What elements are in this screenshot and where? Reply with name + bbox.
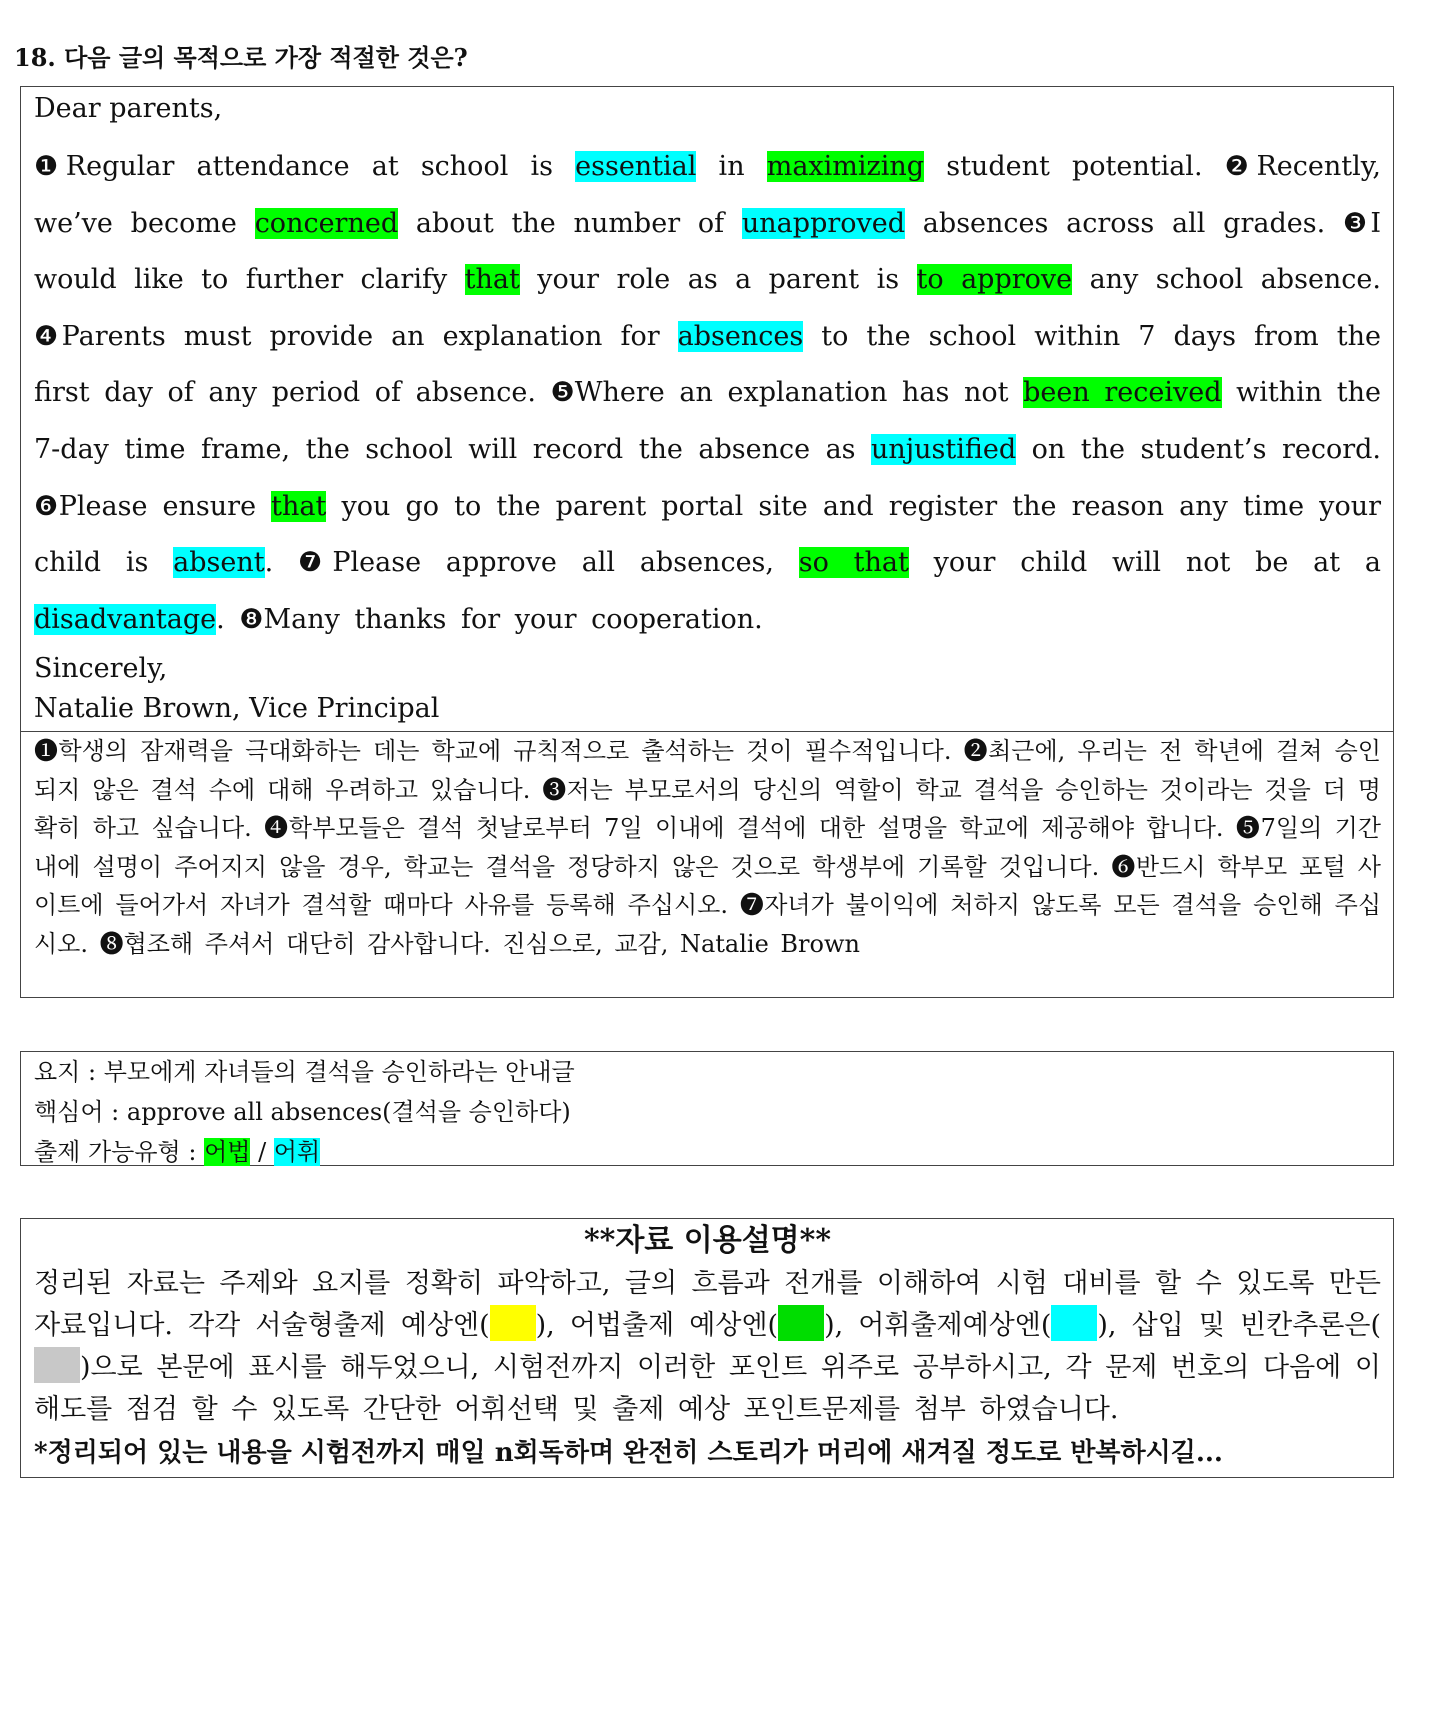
passage-text: any school absence. ❹Parents must provide an explanation for: [34, 264, 1381, 352]
letter-greeting: Dear parents,: [34, 93, 223, 124]
type-vocab-badge: 어휘: [273, 1138, 321, 1166]
grammar-highlight: so that: [798, 547, 909, 579]
passage-text: absences across all grades. ❸I would like to further clarify: [34, 207, 1381, 296]
guide-body: [34, 1263, 1381, 1431]
grammar-highlight: been received: [1023, 377, 1222, 409]
writing-mark-swatch: [490, 1305, 536, 1341]
types-label: 출제 가능유형 :: [34, 1138, 205, 1166]
translation-box: [20, 731, 1394, 998]
types-separator: /: [250, 1138, 274, 1166]
question-title: 18. 다음 글의 목적으로 가장 적절한 것은?: [14, 43, 468, 72]
passage-body: [34, 139, 1381, 648]
guide-text-5: )으로 본문에 표시를 해두었으니, 시험전까지 이러한 포인트 위주로 공부하시고, 각 문제 번호의 다음에 이해도를 점검 할 수 있도록 간단한 어휘선택 및 출제 예상 포인트문제를 첨부 하였습니다.: [34, 1352, 1381, 1425]
guide-footer: *정리되어 있는 내용을 시험전까지 매일 n회독하며 완전히 스토리가 머리에 새겨질 정도로 반복하시길...: [34, 1438, 1223, 1468]
vocab-highlight: unapproved: [741, 207, 906, 239]
summary-keyword: 핵심어 : approve all absences(결석을 승인하다): [34, 1098, 571, 1126]
summary-box: [20, 1051, 1394, 1166]
passage-text: on the student’s record. ❻Please ensure: [34, 433, 1381, 522]
letter-closing: Sincerely,: [34, 653, 168, 685]
guide-title: **자료 이용설명**: [583, 1223, 832, 1258]
vocab-highlight: absent: [173, 547, 265, 579]
passage-text: ❶Regular attendance at school is: [34, 151, 576, 182]
vocab-highlight: disadvantage: [34, 603, 217, 635]
guide-text-2: ), 어법출제 예상엔(: [535, 1310, 779, 1341]
guide-text-1: 정리된 자료는 주제와 요지를 정확히 파악하고, 글의 흐름과 전개를 이해하여 시험 대비를 할 수 있도록 만든 자료입니다. 각각 서술형출제 예상엔(: [34, 1268, 1381, 1341]
guide-text-4: ), 삽입 및 빈칸추론은(: [1097, 1310, 1381, 1341]
grammar-highlight: that: [271, 490, 327, 522]
passage-text: you go to the parent portal site and register the reason any time your child is: [34, 490, 1381, 579]
passage-text: student potential. ❷Recently, we’ve become: [34, 151, 1381, 239]
grammar-highlight: maximizing: [766, 151, 925, 182]
vocab-highlight: absences: [677, 320, 804, 352]
type-grammar-badge: 어법: [204, 1138, 251, 1166]
vocab-highlight: essential: [575, 151, 697, 182]
guide-text-3: ), 어휘출제예상엔(: [824, 1310, 1052, 1341]
grammar-highlight: concerned: [254, 207, 399, 239]
vocab-mark-swatch: [1051, 1305, 1097, 1341]
grammar-highlight: that: [464, 264, 520, 296]
passage-text: your role as a parent is: [519, 264, 917, 296]
grammar-highlight: to approve: [916, 264, 1073, 296]
grammar-mark-swatch: [778, 1305, 824, 1341]
passage-text: in: [696, 151, 767, 182]
passage-text: . ❼Please approve all absences,: [264, 547, 799, 579]
insertion-mark-swatch: [34, 1347, 80, 1383]
translation-text: ❶학생의 잠재력을 극대화하는 데는 학교에 규칙적으로 출석하는 것이 필수적입니다. ❷최근에, 우리는 전 학년에 걸쳐 승인되지 않은 결석 수에 대해 우려하고 있습니다. ❸저는 부모로서의 당신의 역할이 학교 결석을 승인하는 것이라는 것을 더 명확히 하고 싶습니다. ❹학부모들은 결석 첫날로부터 7일 이내에 결석에 대한 설명을 학교에 제공해야 합니다. ❺7일의 기간 내에 설명이 주어지지 않을 경우, 학교는 결석을 정당하지 않은 것으로 학생부에 기록할 것입니다. ❻반드시 학부모 포털 사이트에 들어가서 자녀가 결석할 때마다 사유를 등록해 주십시오. ❼자녀가 불이익에 처하지 않도록 모든 결석을 승인해 주십시오. ❽협조해 주셔서 대단히 감사합니다. 진심으로, 교감, Natalie Brown: [34, 737, 1381, 958]
vocab-highlight: unjustified: [871, 433, 1017, 465]
passage-box: [20, 86, 1394, 732]
summary-types: [34, 1132, 1381, 1172]
guide-box: [20, 1218, 1394, 1478]
letter-signature: Natalie Brown, Vice Principal: [34, 693, 440, 725]
passage-text: your child will not be at a: [908, 547, 1381, 579]
passage-text: . ❽Many thanks for your cooperation.: [216, 603, 763, 635]
passage-text: to the school within 7 days from the first day of any period of absence. ❺Where an explanation has not: [34, 320, 1381, 409]
passage-text: within the 7-day time frame, the school will record the absence as: [34, 377, 1381, 465]
passage-text: about the number of: [398, 207, 742, 239]
summary-gist: 요지 : 부모에게 자녀들의 결석을 승인하라는 안내글: [34, 1058, 575, 1086]
